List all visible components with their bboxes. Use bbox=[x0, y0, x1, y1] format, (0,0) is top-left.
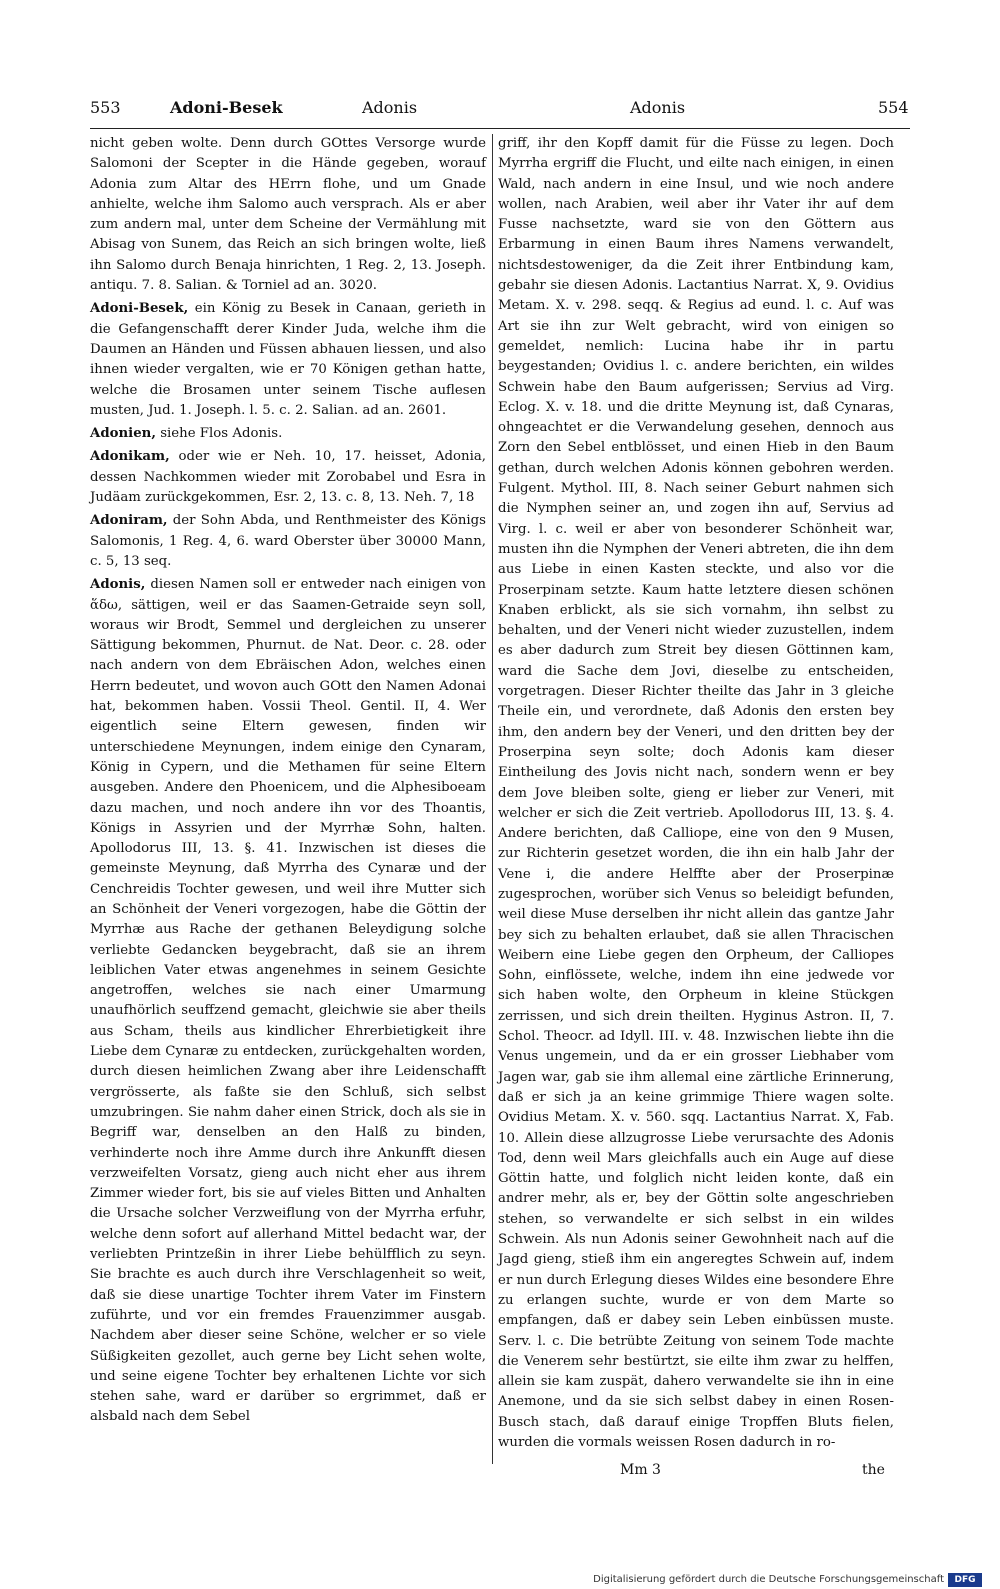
catchword-footer: the bbox=[862, 1462, 885, 1478]
entry-adonia-continued: nicht geben wolte. Denn durch GOttes Versorge wurde Salomoni der Scepter in die Hände gegeben, worauf Adonia zum Altar des HErrn flohe, und um Gnade anhielte, welche ihm Salomo auch versprach. Als er aber zum andern mal, unter dem Scheine der Vermählung mit Abisag von Sunem, das Reich an sich bringen wolte, ließ ihn Salomo durch Benaja hinrichten, 1 Reg. 2, 13. Joseph. antiqu. 7. 8. Salian. & Torniel ad an. 3020. bbox=[90, 136, 486, 294]
catchword-left: Adoni-Besek bbox=[170, 98, 283, 117]
page-header bbox=[90, 98, 910, 124]
entry-adonis-continued: griff, ihr den Kopff damit für die Füsse zu legen. Doch Myrrha ergriff die Flucht, und eilte nach einigen, in einen Wald, nach andern in eine Insul, und wie noch andere wollen, nach Arabien, weil aber ihr Vater ihr auf dem Fusse nachsetzte, ward sie von den Göttern aus Erbarmung in einen Baum ihres Namens verwandelt, nichtsdestoweniger, da die Zeit ihrer Entbindung kam, gebahr sie diesen Adonis. Lactantius Narrat. X, 9. Ovidius Metam. X. v. 298. seqq. & Regius ad eund. l. c. Auf was Art sie ihn zur Welt gebracht, wird von einigen so gemeldet, nemlich: Lucina habe ihr in partu beygestanden; Ovidius l. c. andere berichten, ein wildes Schwein habe den Baum aufgerissen; Servius ad Virg. Eclog. X. v. 18. und die dritte Meynung ist, daß Cynaras, ohngeachtet er die Verwandelung gesehen, dennoch aus Zorn den Sebel entblösset, und einen Hieb in den Baum gethan, durch welchen Adonis können gebohren werden. Fulgent. Mythol. III, 8. Nach seiner Geburt nahmen sich die Nymphen seiner an, und zogen ihn auf, Servius ad Virg. l. c. weil er aber von besonderer Schönheit war, musten ihn die Nymphen der Veneri abtreten, die ihn dem aus Liebe in einen Kasten steckte, und also vor die Proserpinam setzte. Kaum hatte letztere diesen schönen Knaben erblickt, als sie sich vornahm, ihn selbst zu behalten, und der Veneri nicht wieder zuzustellen, indem es aber dadurch zum Streit bey diesen Göttinnen kam, ward die Sache dem Jovi, dieselbe zu entscheiden, vorgetragen. Dieser Richter theilte das Jahr in 3 gleiche Theile ein, und verordnete, daß Adonis den ersten bey ihm, den andern bey der Veneri, und den dritten bey der Proserpina seyn solte; doch Adonis kam dieser Eintheilung des Jovis nicht nach, sondern wenn er bey dem Jove bleiben solte, gieng er lieber zur Veneri, mit welcher er sich die Zeit vertrieb. Apollodorus III, 13. §. 4. Andere berichten, daß Calliope, eine von den 9 Musen, zur Richterin gesetzet worden, die ihn ein halb Jahr der Vene i, die andere Helffte aber der Proserpinæ zugesprochen, worüber sich Venus so beleidigt befunden, weil diese Muse derselben ihr nicht allein das gantze Jahr bey sich zu behalten erlaubet, daß sie allen Thracischen Weibern eine Liebe gegen den Orpheum, der Calliopes Sohn, einflössete, welche, indem ihn eine jedwede vor sich haben wolte, den Orpheum in kleine Stückgen zerrissen, und sich drein theilten. Hyginus Astron. II, 7. Schol. Theocr. ad Idyll. III. v. 48. Inzwischen liebte ihn die Venus ungemein, und da er ein grosser Liebhaber vom Jagen war, gab sie ihm allemal eine zärtliche Erinnerung, daß er sich ja an keine grimmige Thiere wagen solte. Ovidius Metam. X. v. 560. sqq. Lactantius Narrat. X, Fab. 10. Allein diese allzugrosse Liebe verursachte des Adonis Tod, denn weil Mars gleichfalls auch ein Auge auf diese Göttin hatte, und folglich nicht leiden konte, daß ein andrer mehr, als er, bey der Göttin solte angeschrieben stehen, so verwandelte er sich selbst in ein wildes Schwein. Als nun Adonis seiner Gewohnheit nach auf die Jagd gieng, stieß ihm ein angeregtes Schwein auf, indem er nun durch Erlegung dieses Wildes eine besondere Ehre zu erlangen suchte, wurde er von dem Marte so empfangen, daß er dabey sein Leben einbüssen muste. Serv. l. c. Die betrübte Zeitung von seinem Tode machte die Venerem sehr bestürtzt, sie eilte ihm zwar zu helffen, allein sie kam zuspät, dahero verwandelte sie ihn in eine Anemone, und da sie sich selbst dabey in einen Rosen-Busch stach, daß darauf einige Tropffen Bluts fielen, wurden die vormals weissen Rosen dadurch in ro- bbox=[498, 136, 894, 1450]
page-number-left: 553 bbox=[90, 98, 121, 117]
left-column bbox=[90, 134, 486, 1434]
entry-adoni-besek: Adoni-Besek, ein König zu Besek in Canaan, gerieth in die Gefangenschafft derer Kinder Juda, welche ihm die Daumen an Händen und Füssen abhauen liessen, und also ihnen wieder vergalten, wie er 70 Königen gethan hatte, welche die Brosamen unter seinem Tische auflesen musten, Jud. 1. Joseph. l. 5. c. 2. Salian. ad an. 2601. bbox=[90, 301, 486, 418]
header-rule bbox=[90, 128, 910, 129]
entry-adonis: Adonis, diesen Namen soll er entweder nach einigen von ἅδω, sättigen, weil er das Saamen-Getraide seyn soll, woraus wir Brodt, Semmel und dergleichen zu unserer Sättigung bekommen, Phurnut. de Nat. Deor. c. 28. oder nach andern von dem Ebräischen Adon, welches einen Herrn bedeutet, und wovon auch GOtt den Namen Adonai hat, bekommen haben. Vossii Theol. Gentil. II, 4. Wer eigentlich seine Eltern gewesen, finden wir unterschiedene Meynungen, indem einige den Cynaram, König in Cypern, und die Methamen für seine Eltern ausgeben. Andere den Phoenicem, und die Alphesiboeam dazu machen, und noch andere ihn vor des Thoantis, Königs in Assyrien und der Myrrhæ Sohn, halten. Apollodorus III, 13. §. 41. Inzwischen ist dieses die gemeinste Meynung, daß Myrrha des Cynaræ und der Cenchreidis Tochter gewesen, und weil ihre Mutter sich an Schönheit der Veneri vorgezogen, habe die Göttin der Myrrhæ aus Rache der gethanen Beleydigung solche verliebte Gedancken beygebracht, daß sie an ihrem leiblichen Vater etwas angenehmes in seinem Gesichte angetroffen, welches sie nach einer Umarmung unaufhörlich seuffzend gemacht, gleichwie sie aber theils aus Scham, theils aus kindlicher Ehrerbietigkeit ihre Liebe dem Cynaræ zu entdecken, zurückgehalten worden, durch diesen heimlichen Zwang aber ihre Leidenschafft vergrösserte, als faßte sie den Schluß, sich selbst umzubringen. Sie nahm daher einen Strick, doch als sie in Begriff war, denselben an den Halß zu binden, verhinderte noch ihre Amme durch ihre Ankunfft diesen verzweifelten Vorsatz, gieng auch nicht eher aus ihrem Zimmer wieder fort, bis sie auf vieles Bitten und Anhalten die Ursache solcher Verzweiflung von der Myrrha erfuhr, welche denn sofort auf allerhand Mittel bedacht war, der verliebten Printzeßin in ihrer Liebe behülfflich zu seyn. Sie brachte es auch durch ihre Verschlagenheit so weit, daß sie diese unartige Tochter ihrem Vater im Finstern zuführte, und vor ein fremdes Frauenzimmer ausgab. Nachdem aber dieser seine Schöne, welcher er so viele Süßigkeiten gezollet, auch gerne bey Licht sehen wolte, und seine eigene Tochter bey erhaltenen Lichte vor sich stehen sahe, ward er darüber so ergrimmet, daß er alsbald nach dem Sebel bbox=[90, 577, 486, 1425]
running-title-center: Adonis bbox=[362, 98, 418, 117]
dfg-logo-icon: DFG bbox=[948, 1573, 982, 1587]
running-title-right: Adonis bbox=[630, 98, 686, 117]
column-divider bbox=[492, 134, 493, 1464]
digitization-credit: Digitalisierung gefördert durch die Deutsche Forschungsgemeinschaft bbox=[593, 1574, 944, 1585]
signature-mark: Mm 3 bbox=[620, 1462, 661, 1478]
page-number-right: 554 bbox=[878, 98, 909, 117]
entry-adoniram: Adoniram, der Sohn Abda, und Renthmeister des Königs Salomonis, 1 Reg. 4, 6. ward Oberster über 30000 Mann, c. 5, 13 seq. bbox=[90, 513, 486, 569]
entry-adonien: Adonien, siehe Flos Adonis. bbox=[90, 426, 283, 442]
entry-adonikam: Adonikam, oder wie er Neh. 10, 17. heisset, Adonia, dessen Nachkommen wieder mit Zorobabel und Esra in Judäam zurückgekommen, Esr. 2, 13. c. 8, 13. Neh. 7, 18 bbox=[90, 449, 486, 506]
right-column bbox=[498, 134, 894, 1450]
